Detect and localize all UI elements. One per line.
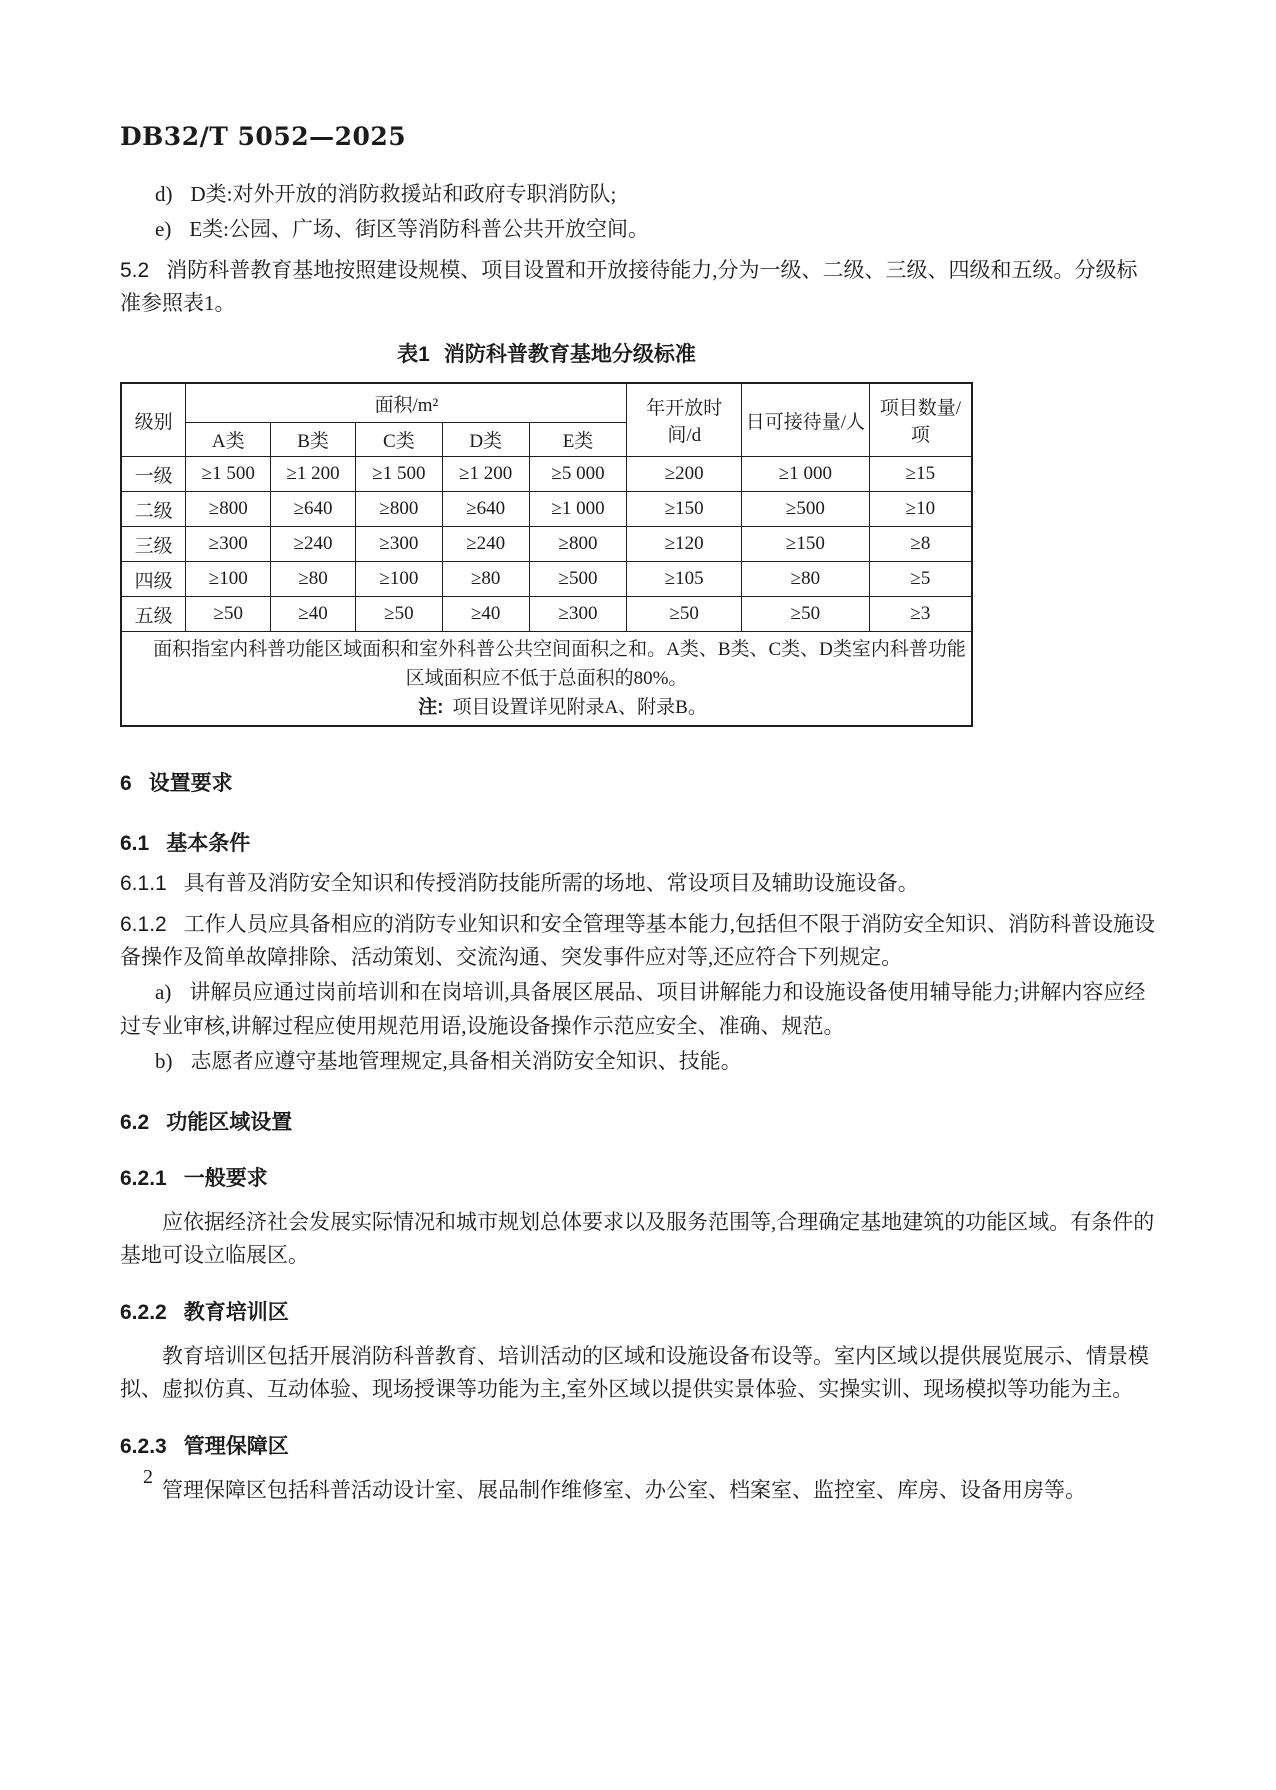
cell-area-c: ≥1 500 (355, 457, 442, 492)
cell-area-b: ≥640 (271, 492, 356, 527)
table-footnote-text: 项目设置详见附录A、附录B。 (452, 697, 707, 718)
table-row-level-2 (121, 492, 972, 527)
cell-area-d: ≥1 200 (442, 457, 529, 492)
col-header-open-days: 年开放时间/d (627, 383, 742, 457)
cell-area-a: ≥100 (186, 562, 271, 597)
col-header-class-d: D类 (442, 423, 529, 457)
cell-area-d: ≥80 (442, 562, 529, 597)
col-header-level: 级别 (121, 383, 186, 457)
clause-6-1-1 (120, 867, 1155, 900)
section-6-2-2-number: 6.2.2 (120, 1301, 167, 1324)
cell-area-b: ≥240 (271, 527, 356, 562)
cell-level: 三级 (121, 527, 186, 562)
col-header-class-c: C类 (355, 423, 442, 457)
cell-capacity: ≥500 (742, 492, 870, 527)
col-header-area: 面积/m² (186, 383, 627, 423)
section-heading-6-2-2 (120, 1298, 1155, 1328)
section-6-title: 设置要求 (148, 772, 233, 795)
cell-level: 四级 (121, 562, 186, 597)
section-6-1-title: 基本条件 (166, 832, 251, 855)
table1-block (120, 338, 973, 727)
section-6-2-title: 功能区域设置 (166, 1111, 293, 1134)
cell-capacity: ≥80 (742, 562, 870, 597)
page-number: 2 (143, 1466, 153, 1488)
cell-capacity: ≥1 000 (742, 457, 870, 492)
table1-caption (120, 338, 973, 368)
table-note-text: 面积指室内科普功能区域面积和室外科普公共空间面积之和。A类、B类、C类、D类室内科普功能区域面积应不低于总面积的80%。 (153, 639, 966, 689)
section-6-2-1-number: 6.2.1 (120, 1167, 167, 1190)
section-6-2-3-number: 6.2.3 (120, 1435, 167, 1458)
clause-5-2 (120, 254, 1155, 320)
cell-days: ≥150 (627, 492, 742, 527)
section-6-2-3-title: 管理保障区 (183, 1435, 289, 1458)
cell-area-b: ≥40 (271, 597, 356, 632)
cell-area-d: ≥240 (442, 527, 529, 562)
cell-area-a: ≥800 (186, 492, 271, 527)
col-header-project-count: 项目数量/项 (869, 383, 972, 457)
list-item-d (120, 177, 1155, 211)
cell-area-d: ≥640 (442, 492, 529, 527)
cell-area-b: ≥1 200 (271, 457, 356, 492)
table-footnote-label: 注: (418, 697, 444, 718)
table-header-row-1 (121, 383, 972, 423)
cell-area-c: ≥50 (355, 597, 442, 632)
table1-caption-title: 消防科普教育基地分级标准 (443, 343, 696, 366)
cell-area-c: ≥100 (355, 562, 442, 597)
cell-area-a: ≥300 (186, 527, 271, 562)
cell-area-e: ≥800 (529, 527, 627, 562)
paragraph-6-2-3: 管理保障区包括科普活动设计室、展品制作维修室、办公室、档案室、监控室、库房、设备用房等。 (162, 1478, 1086, 1502)
paragraph-6-2-1: 应依据经济社会发展实际情况和城市规划总体要求以及服务范围等,合理确定基地建筑的功能区域。有条件的基地可设立临展区。 (120, 1210, 1155, 1267)
grading-table (120, 382, 973, 727)
cell-projects: ≥10 (869, 492, 972, 527)
cell-area-a: ≥50 (186, 597, 271, 632)
cell-area-a: ≥1 500 (186, 457, 271, 492)
list-item-e-text: E类:公园、广场、街区等消防科普公共开放空间。 (189, 217, 649, 241)
table-row-level-4 (121, 562, 972, 597)
list-item-a-label: a) (155, 980, 172, 1004)
cell-days: ≥105 (627, 562, 742, 597)
section-heading-6-2-1 (120, 1164, 1155, 1194)
cell-area-e: ≥500 (529, 562, 627, 597)
cell-days: ≥120 (627, 527, 742, 562)
table-note-row (121, 632, 972, 727)
paragraph-6-2-2: 教育培训区包括开展消防科普教育、培训活动的区域和设施设备布设等。室内区域以提供展览展示、情景模拟、虚拟仿真、互动体验、现场授课等功能为主,室外区域以提供实景体验、实操实训、现场模拟等功能为主。 (120, 1344, 1149, 1401)
cell-level: 二级 (121, 492, 186, 527)
col-header-daily-capacity: 日可接待量/人 (742, 383, 870, 457)
list-item-d-label: d) (155, 182, 173, 206)
cell-area-e: ≥300 (529, 597, 627, 632)
section-heading-6-1 (120, 829, 1155, 859)
clause-5-2-number: 5.2 (120, 259, 150, 282)
clause-6-1-2 (120, 908, 1155, 974)
list-item-a (120, 975, 1155, 1043)
col-header-class-e: E类 (529, 423, 627, 457)
section-6-2-2-title: 教育培训区 (183, 1301, 289, 1324)
list-item-d-text: D类:对外开放的消防救援站和政府专职消防队; (190, 182, 617, 206)
doc-number: DB32/T 5052—2025 (120, 122, 407, 151)
section-heading-6 (120, 769, 1155, 799)
col-header-class-a: A类 (186, 423, 271, 457)
cell-capacity: ≥150 (742, 527, 870, 562)
section-heading-6-2-3 (120, 1432, 1155, 1462)
table-row-level-1 (121, 457, 972, 492)
cell-projects: ≥8 (869, 527, 972, 562)
cell-area-e: ≥5 000 (529, 457, 627, 492)
table-footnote (124, 693, 969, 722)
list-item-e (120, 212, 1155, 246)
clause-6-1-1-number: 6.1.1 (120, 872, 167, 895)
section-6-1-number: 6.1 (120, 832, 150, 855)
cell-level: 一级 (121, 457, 186, 492)
section-6-2-number: 6.2 (120, 1111, 150, 1134)
clause-6-1-1-text: 具有普及消防安全知识和传授消防技能所需的场地、常设项目及辅助设施设备。 (183, 871, 919, 895)
clause-6-1-2-text: 工作人员应具备相应的消防专业知识和安全管理等基本能力,包括但不限于消防安全知识、消防科普设施设备操作及简单故障排除、活动策划、交流沟通、突发事件应对等,还应符合下列规定。 (120, 912, 1155, 969)
table-row-level-5 (121, 597, 972, 632)
list-item-e-label: e) (155, 217, 172, 241)
cell-area-b: ≥80 (271, 562, 356, 597)
cell-area-d: ≥40 (442, 597, 529, 632)
cell-projects: ≥5 (869, 562, 972, 597)
cell-area-c: ≥300 (355, 527, 442, 562)
cell-days: ≥200 (627, 457, 742, 492)
cell-area-e: ≥1 000 (529, 492, 627, 527)
cell-days: ≥50 (627, 597, 742, 632)
cell-capacity: ≥50 (742, 597, 870, 632)
cell-projects: ≥15 (869, 457, 972, 492)
clause-5-2-text: 消防科普教育基地按照建设规模、项目设置和开放接待能力,分为一级、二级、三级、四级和五级。分级标准参照表1。 (120, 258, 1138, 315)
table1-caption-label: 表1 (397, 343, 430, 366)
cell-level: 五级 (121, 597, 186, 632)
list-item-b (120, 1044, 1155, 1078)
section-heading-6-2 (120, 1108, 1155, 1138)
section-6-number: 6 (120, 772, 132, 795)
clause-6-1-2-number: 6.1.2 (120, 913, 167, 936)
section-6-2-1-title: 一般要求 (183, 1167, 268, 1190)
cell-area-c: ≥800 (355, 492, 442, 527)
list-item-b-text: 志愿者应遵守基地管理规定,具备相关消防安全知识、技能。 (190, 1049, 742, 1073)
list-item-a-text: 讲解员应通过岗前培训和在岗培训,具备展区展品、项目讲解能力和设施设备使用辅导能力;讲解内容应经过专业审核,讲解过程应使用规范用语,设施设备操作示范应安全、准确、规范。 (120, 980, 1146, 1038)
table-row-level-3 (121, 527, 972, 562)
cell-projects: ≥3 (869, 597, 972, 632)
col-header-class-b: B类 (271, 423, 356, 457)
list-item-b-label: b) (155, 1049, 173, 1073)
table-note-cell (121, 632, 972, 727)
